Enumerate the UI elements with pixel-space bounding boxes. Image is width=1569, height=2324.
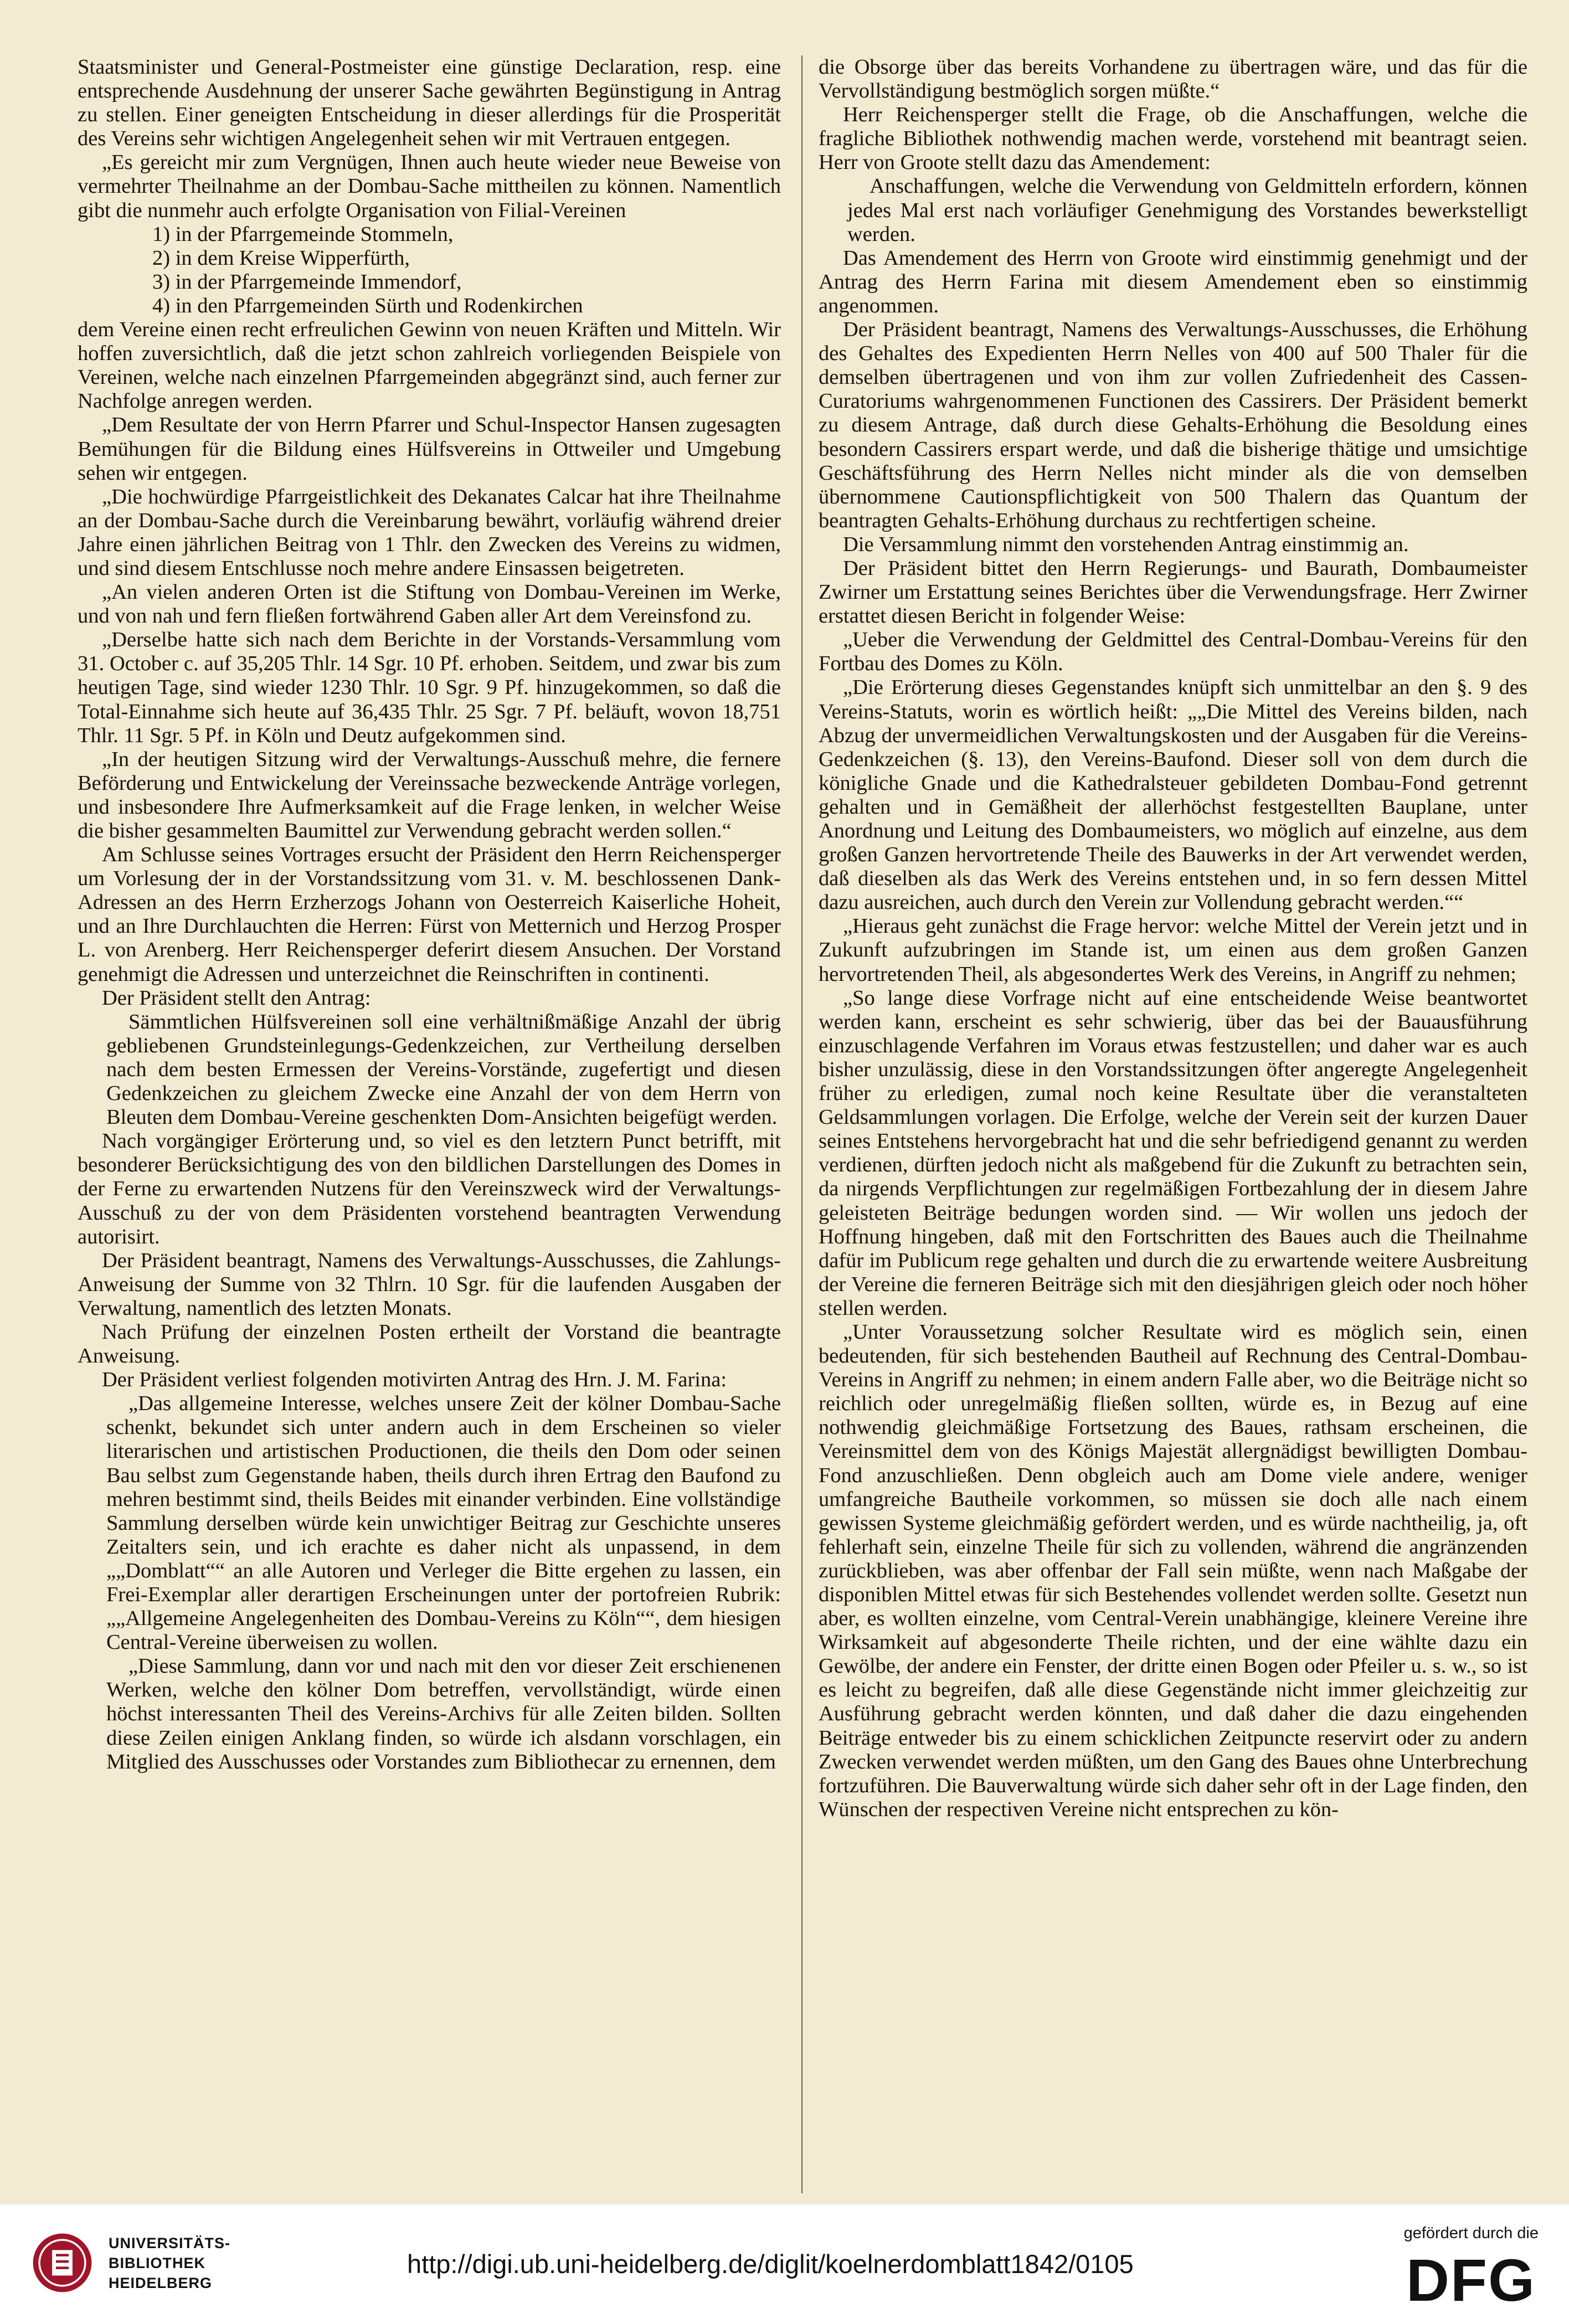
paragraph: Staatsminister und General-Postmeister eine günstige Declaration, resp. eine entsprechende Ausdehnung der unserer Sache gewährten Begünstigung in Antrag zu stellen. Einer geneigten Entscheidung in dieser allerdings für die Prosperität des Vereins sehr wichtigen Angelegenheit sehen wir mit Vertrauen entgegen.: [78, 55, 781, 151]
paragraph: Nach Prüfung der einzelnen Posten ertheilt der Vorstand die beantragte Anweisung.: [78, 1320, 781, 1368]
list-item: 2) in dem Kreise Wipperfürth,: [152, 246, 410, 270]
digitization-footer: [0, 2204, 1569, 2324]
paragraph: Die Versammlung nimmt den vorstehenden Antrag einstimmig an.: [843, 532, 1409, 556]
motion-text: Sämmtlichen Hülfsvereinen soll eine verhältnißmäßige Anzahl der übrig gebliebenen Grundsteinlegungs-Gedenkzeichen, zur Vertheilung derselben nach dem besten Ermessen der Vereins-Vorstände, zugefertigt und diesen Gedenkzeichen zu gleichem Zwecke eine Anzahl der von dem Herrn von Bleuten dem Dombau-Vereine geschenkten Dom-Ansichten beigefügt werden.: [106, 1010, 781, 1129]
paragraph: „Es gereicht mir zum Vergnügen, Ihnen auch heute wieder neue Beweise von vermehrter Theilnahme an der Dombau-Sache mittheilen zu können. Namentlich gibt die nunmehr auch erfolgte Organisation von Filial-Vereinen: [78, 151, 781, 222]
paragraph: Der Präsident bittet den Herrn Regierungs- und Baurath, Dombaumeister Zwirner um Erstattung seines Berichtes über die Verwendungsfrage. Herr Zwirner erstattet diesen Bericht in folgender Weise:: [819, 556, 1527, 628]
paragraph: „Derselbe hatte sich nach dem Berichte in der Vorstands-Versammlung vom 31. October c. auf 35,205 Thlr. 14 Sgr. 10 Pf. erhoben. Seitdem, und zwar bis zum heutigen Tage, sind wieder 1230 Thlr. 10 Sgr. 9 Pf. hinzugekommen, so daß die Total-Einnahme sich heute auf 36,435 Thlr. 25 Sgr. 7 Pf. beläuft, wovon 18,751 Thlr. 11 Sgr. 5 Pf. in Köln und Deutz aufgekommen sind.: [78, 628, 781, 747]
paragraph: Das Amendement des Herrn von Groote wird einstimmig genehmigt und der Antrag des Herrn Farina mit diesem Amendement eben so einstimmig angenommen.: [819, 246, 1527, 317]
list-item: 4) in den Pfarrgemeinden Sürth und Rodenkirchen: [152, 294, 583, 317]
paragraph: „Dem Resultate der von Herrn Pfarrer und Schul-Inspector Hansen zugesagten Bemühungen für die Bildung eines Hülfsvereins in Ottweiler und Umgebung sehen wir entgegen.: [78, 413, 781, 485]
paragraph: Der Präsident beantragt, Namens des Verwaltungs-Ausschusses, die Erhöhung des Gehaltes des Expedienten Herrn Nelles von 400 auf 500 Thaler für die demselben übertragenen und von ihm zur vollen Zufriedenheit des Cassen-Curatoriums wahrgenommenen Functionen des Cassirers. Der Präsident bemerkt zu diesem Antrage, daß durch diese Gehalts-Erhöhung die Besoldung eines besondern Cassirers erspart werde, und daß die bisherige thätige und umsichtige Geschäftsführung des Herrn Nelles nicht minder als die von demselben übernommene Cautionspflichtigkeit von 500 Thalern das Quantum der beantragten Gehalts-Erhöhung durchaus zu rechtfertigen scheine.: [819, 318, 1527, 532]
amendment-text: Anschaffungen, welche die Verwendung von Geldmitteln erfordern, können jedes Mal erst nach vorläufiger Genehmigung des Vorstandes bewerkstelligt werden.: [847, 174, 1527, 246]
paragraph: Nach vorgängiger Erörterung und, so viel es den letztern Punct betrifft, mit besonderer Berücksichtigung des von den bildlichen Darstellungen des Domes in der Ferne zu erwartenden Nutzens für den Vereinszweck wird der Verwaltungs-Ausschuß zu der von dem Präsidenten vorstehend beantragten Verwendung autorisirt.: [78, 1129, 781, 1248]
permalink-url[interactable]: http://digi.ub.uni-heidelberg.de/diglit/koelnerdomblatt1842/0105: [407, 2249, 1134, 2279]
paragraph: Herr Reichensperger stellt die Frage, ob die Anschaffungen, welche die fragliche Bibliothek nothwendig machen werde, vorstehend mit beantragt seien. Herr von Groote stellt dazu das Amendement:: [819, 103, 1527, 174]
library-name-line: HEIDELBERG: [109, 2275, 213, 2291]
university-library-seal-icon: [30, 2231, 94, 2295]
paragraph: „An vielen anderen Orten ist die Stiftung von Dombau-Vereinen im Werke, und von nah und fern fließen fortwährend Gaben aller Art dem Vereinsfond zu.: [78, 580, 781, 628]
library-name: [109, 2233, 230, 2293]
list-item: 3) in der Pfarrgemeinde Immendorf,: [152, 270, 462, 294]
paragraph: Der Präsident verliest folgenden motivirten Antrag des Hrn. J. M. Farina:: [102, 1368, 727, 1392]
left-text-column: [78, 55, 781, 1774]
paragraph: dem Vereine einen recht erfreulichen Gewinn von neuen Kräften und Mitteln. Wir hoffen zuversichtlich, daß die jetzt schon zahlreich vorliegenden Beispiele von Vereinen, welche nach einzelnen Pfarrgemeinden abgegränzt sind, auch ferner zur Nachfolge anregen werden.: [78, 318, 781, 413]
quoted-motion: „Diese Sammlung, dann vor und nach mit den vor dieser Zeit erschienenen Werken, welche den kölner Dom betreffen, vervollständigt, würde einen höchst interessanten Theil des Vereins-Archivs für alle Zeiten bilden. Sollten diese Zeilen einigen Anklang finden, so würde ich alsdann vorschlagen, ein Mitglied des Ausschusses oder Vorstandes zum Bibliothecar zu ernennen, dem: [106, 1654, 781, 1773]
library-name-line: UNIVERSITÄTS-: [109, 2235, 231, 2251]
paragraph: Der Präsident stellt den Antrag:: [102, 986, 371, 1010]
quoted-motion: „Das allgemeine Interesse, welches unsere Zeit der kölner Dombau-Sache schenkt, bekundet sich unter andern auch in dem Erscheinen so vieler literarischen und artistischen Productionen, die theils den Dom oder seinen Bau selbst zum Gegenstande haben, theils durch ihren Ertrag den Baufond zu mehren bestimmt sind, theils Beides mit einander verbinden. Eine vollständige Sammlung derselben würde kein unwichtiger Beitrag zur Geschichte unseres Zeitalters sein, und ich erachte es daher nicht als unpassend, in dem „„Domblatt““ an alle Autoren und Verleger die Bitte ergehen zu lassen, ein Frei-Exemplar aller derartigen Erscheinungen unter der portofreien Rubrik: „„Allgemeine Angelegenheiten des Dombau-Vereins zu Köln““, dem hiesigen Central-Vereine überweisen zu wollen.: [106, 1392, 781, 1654]
dfg-logo: DFG: [1406, 2246, 1536, 2313]
report-title: „Ueber die Verwendung der Geldmittel des Central-Dombau-Vereins für den Fortbau des Domes zu Köln.: [819, 628, 1527, 676]
funded-by-label: gefördert durch die: [1403, 2224, 1539, 2242]
paragraph: Der Präsident beantragt, Namens des Verwaltungs-Ausschusses, die Zahlungs-Anweisung der Summe von 32 Thlrn. 10 Sgr. für die laufenden Ausgaben der Verwaltung, namentlich des letzten Monats.: [78, 1248, 781, 1320]
paragraph: „In der heutigen Sitzung wird der Verwaltungs-Ausschuß mehre, die fernere Beförderung und Entwickelung der Vereinssache bezweckende Anträge vorlegen, und insbesondere Ihre Aufmerksamkeit auf die Frage lenken, in welcher Weise die bisher gesammelten Baumittel zur Verwendung gebracht werden sollen.“: [78, 747, 781, 842]
right-text-column: [819, 55, 1527, 1822]
paragraph: „Unter Voraussetzung solcher Resultate wird es möglich sein, einen bedeutenden, für sich bestehenden Bautheil auf Rechnung des Central-Dombau-Vereins in Angriff zu nehmen; in einem andern Falle aber, wo die Beiträge nicht so reichlich oder unregelmäßig fließen sollten, würde es, in Bezug auf eine nothwendig gleichmäßige Fortsetzung des Baues, rathsam erscheinen, die Vereinsmittel dem von des Königs Majestät allergnädigst bewilligten Dombau-Fond anzuschließen. Denn obgleich auch am Dome viele andere, weniger umfangreiche Bautheile vorkommen, so müssen sie doch alle nach einem gewissen Systeme gleichmäßig gefördert werden, und es würde nachtheilig, ja, oft fehlerhaft sein, einzelne Theile für sich zu vollenden, während die angränzenden zurückblieben, was aber offenbar der Fall sein müßte, wenn nach Maßgabe der disponiblen Mittel etwas für sich Bestehendes vollendet werden sollte. Gesetzt nun aber, es wollten einzelne, vom Central-Verein unabhängige, kleinere Vereine ihre Wirksamkeit auf abgesonderte Theile richten, und der eine wählte dazu ein Gewölbe, der andere ein Fenster, der dritte einen Bogen oder Pfeiler u. s. w., so ist es leicht zu begreifen, daß alle diese Gegenstände nicht immer gleichzeitig zur Ausführung gebracht werden könnten, und daß daher die dazu eingehenden Beiträge entweder bis zu einem schicklichen Zeitpuncte reservirt oder zu andern Zwecken verwendet werden müßten, um den Gang des Baues ohne Unterbrechung fortzuführen. Die Bauverwaltung würde sich daher sehr oft in der Lage finden, den Wünschen der respectiven Vereine nicht entsprechen zu kön-: [819, 1320, 1527, 1821]
paragraph: „Hieraus geht zunächst die Frage hervor: welche Mittel der Verein jetzt und in Zukunft aufzubringen im Stande ist, um einen aus dem großen Ganzen hervortretenden Theil, als abgesondertes Werk des Vereins, in Angriff zu nehmen;: [819, 914, 1527, 986]
library-name-line: BIBLIOTHEK: [109, 2255, 205, 2271]
list-item: 1) in der Pfarrgemeinde Stommeln,: [152, 222, 454, 246]
paragraph: die Obsorge über das bereits Vorhandene zu übertragen wäre, und das für die Vervollständigung bestmöglich sorgen müßte.“: [819, 55, 1527, 103]
paragraph: „So lange diese Vorfrage nicht auf eine entscheidende Weise beantwortet werden kann, erscheint es sehr schwierig, über das bei der Bauausführung einzuschlagende Verfahren im Voraus etwas festzustellen; und daher war es auch bisher unzulässig, diese in den Vorstandssitzungen öfter angeregte Angelegenheit früher zu erledigen, zumal noch keine Resultate über die veranstalteten Geldsammlungen vorlagen. Die Erfolge, welche der Verein seit der kurzen Dauer seines Entstehens hervorgebracht hat und die sehr befriedigend genannt zu werden verdienen, dürften jedoch nicht als maßgebend für die Zukunft zu betrachten sein, da nirgends Verpflichtungen zur regelmäßigen Fortbezahlung der in diesem Jahre geleisteten Beiträge bedungen worden sind. — Wir wollen uns jedoch der Hoffnung hingeben, daß mit den Fortschritten des Baues auch die Theilnahme dafür im Publicum rege gehalten und durch die zu erwartende weitere Ausbreitung der Vereine die ferneren Beiträge sich mit den diesjährigen gleich oder noch höher stellen werden.: [819, 986, 1527, 1320]
paragraph: Am Schlusse seines Vortrages ersucht der Präsident den Herrn Reichensperger um Vorlesung der in der Vorstandssitzung vom 31. v. M. beschlossenen Dank-Adressen an des Herrn Erzherzogs Johann von Oesterreich Kaiserliche Hoheit, und an Ihre Durchlauchten die Herren: Fürst von Metternich und Herzog Prosper L. von Arenberg. Herr Reichensperger deferirt diesem Ansuchen. Der Vorstand genehmigt die Adressen und unterzeichnet die Reinschriften in continenti.: [78, 843, 781, 986]
paragraph: „Die Erörterung dieses Gegenstandes knüpft sich unmittelbar an den §. 9 des Vereins-Statuts, worin es wörtlich heißt: „„Die Mittel des Vereins bilden, nach Abzug der unvermeidlichen Verwaltungskosten und der Ausgaben für die Vereins-Gedenkzeichen (§. 13), den Vereins-Baufond. Dieser soll von dem durch die königliche Gnade und die Kathedralsteuer gebildeten Dombau-Fond getrennt gehalten und in Gemäßheit der allerhöchst festgestellten Bauplane, unter Anordnung und Leitung des Dombaumeisters, wo möglich auf einzelne, aus dem großen Ganzen hervortretende Theile des Bauwerks in der Art verwendet werden, daß dieselben als das Werk des Vereins entstehen und, in so fern dessen Mittel dazu ausreichen, auch durch den Verein zur Vollendung gebracht werden.““: [819, 676, 1527, 914]
paragraph: „Die hochwürdige Pfarrgeistlichkeit des Dekanates Calcar hat ihre Theilnahme an der Dombau-Sache durch die Vereinbarung bewährt, vorläufig während dreier Jahre einen jährlichen Beitrag von 1 Thlr. den Zwecken des Vereins zu widmen, und sind diesem Entschlusse noch mehre andere Einsassen beigetreten.: [78, 485, 781, 580]
column-divider: [801, 55, 802, 2193]
